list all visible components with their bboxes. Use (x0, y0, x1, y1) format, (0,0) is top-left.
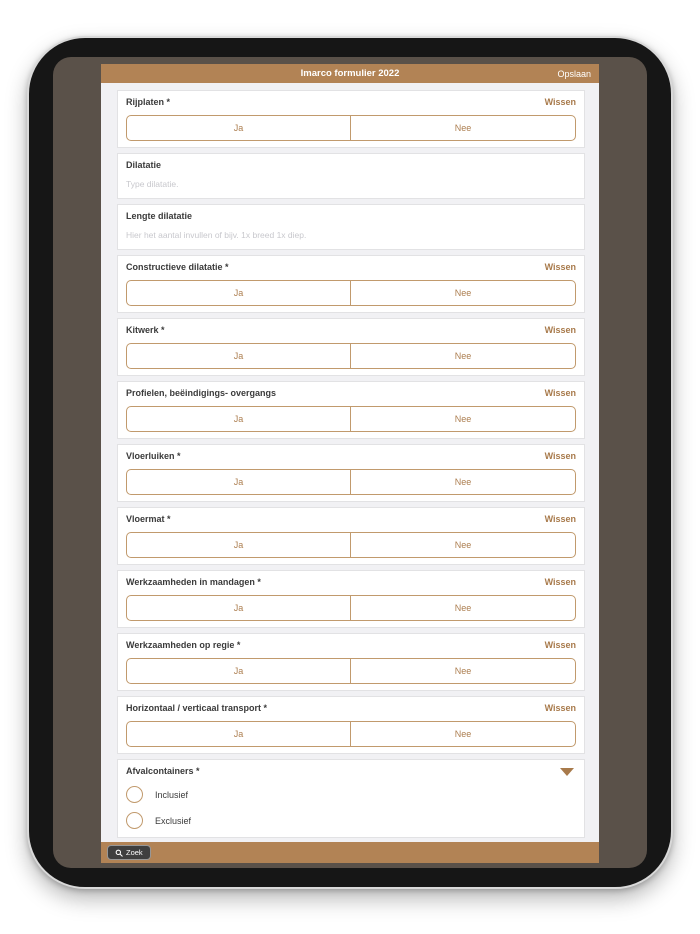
field-label: Vloerluiken * (126, 451, 181, 461)
yes-no-segmented-control (126, 595, 576, 621)
save-button[interactable]: Opslaan (557, 64, 591, 83)
field-label: Constructieve dilatatie * (126, 262, 229, 272)
yes-no-segmented-control (126, 343, 576, 369)
clear-button[interactable]: Wissen (544, 514, 576, 524)
bottom-toolbar (101, 842, 599, 863)
form-field (117, 318, 585, 376)
form-field (117, 507, 585, 565)
tablet-screen (53, 57, 647, 868)
field-label: Horizontaal / verticaal transport * (126, 703, 268, 713)
app-window (101, 64, 599, 863)
field-label: Lengte dilatatie (126, 211, 193, 221)
radio-option-label: Inclusief (155, 789, 189, 800)
yes-no-segmented-control (126, 406, 576, 432)
no-button[interactable]: Nee (351, 659, 575, 683)
no-button[interactable]: Nee (351, 470, 575, 494)
clear-button[interactable]: Wissen (544, 97, 576, 107)
no-button[interactable]: Nee (351, 116, 575, 140)
form-field (117, 204, 585, 250)
yes-no-segmented-control (126, 280, 576, 306)
radio-option[interactable] (126, 812, 576, 829)
app-header (101, 64, 599, 83)
search-icon (115, 849, 123, 857)
form-field (117, 696, 585, 754)
no-button[interactable]: Nee (351, 722, 575, 746)
text-input[interactable]: Type dilatatie. (126, 179, 179, 189)
tablet-frame (27, 36, 673, 889)
form-field (117, 570, 585, 628)
clear-button[interactable]: Wissen (544, 577, 576, 587)
text-input[interactable]: Hier het aantal invullen of bijv. 1x breed 1x diep. (126, 230, 307, 240)
no-button[interactable]: Nee (351, 281, 575, 305)
form-field (117, 153, 585, 199)
yes-no-segmented-control (126, 115, 576, 141)
yes-button[interactable]: Ja (127, 722, 351, 746)
form-field (117, 759, 585, 838)
clear-button[interactable]: Wissen (544, 262, 576, 272)
page-title: Imarco formulier 2022 (300, 68, 400, 79)
clear-button[interactable]: Wissen (544, 325, 576, 335)
yes-button[interactable]: Ja (127, 281, 351, 305)
radio-option-list (126, 786, 576, 829)
form-field (117, 633, 585, 691)
form-field (117, 444, 585, 502)
yes-button[interactable]: Ja (127, 659, 351, 683)
clear-button[interactable]: Wissen (544, 640, 576, 650)
yes-button[interactable]: Ja (127, 596, 351, 620)
yes-button[interactable]: Ja (127, 116, 351, 140)
yes-button[interactable]: Ja (127, 470, 351, 494)
clear-button[interactable]: Wissen (544, 703, 576, 713)
field-label: Werkzaamheden in mandagen * (126, 577, 261, 587)
yes-no-segmented-control (126, 721, 576, 747)
yes-no-segmented-control (126, 658, 576, 684)
radio-option-label: Exclusief (155, 815, 192, 826)
radio-option[interactable] (126, 786, 576, 803)
yes-button[interactable]: Ja (127, 533, 351, 557)
no-button[interactable]: Nee (351, 344, 575, 368)
no-button[interactable]: Nee (351, 533, 575, 557)
clear-button[interactable]: Wissen (544, 451, 576, 461)
field-label: Werkzaamheden op regie * (126, 640, 241, 650)
field-label: Profielen, beëindigings- overgangs (126, 388, 277, 398)
form-field (117, 90, 585, 148)
yes-no-segmented-control (126, 469, 576, 495)
radio-circle-icon[interactable] (126, 812, 143, 829)
yes-no-segmented-control (126, 532, 576, 558)
chevron-down-icon[interactable] (560, 768, 574, 776)
search-button[interactable] (107, 845, 151, 860)
field-label: Kitwerk * (126, 325, 165, 335)
yes-button[interactable]: Ja (127, 407, 351, 431)
radio-circle-icon[interactable] (126, 786, 143, 803)
field-label: Afvalcontainers * (126, 766, 200, 776)
field-label: Vloermat * (126, 514, 171, 524)
field-label: Dilatatie (126, 160, 162, 170)
form-field-list (101, 83, 599, 842)
form-field (117, 255, 585, 313)
clear-button[interactable]: Wissen (544, 388, 576, 398)
search-button-label: Zoek (126, 848, 143, 857)
no-button[interactable]: Nee (351, 407, 575, 431)
yes-button[interactable]: Ja (127, 344, 351, 368)
field-label: Rijplaten * (126, 97, 171, 107)
no-button[interactable]: Nee (351, 596, 575, 620)
form-field (117, 381, 585, 439)
